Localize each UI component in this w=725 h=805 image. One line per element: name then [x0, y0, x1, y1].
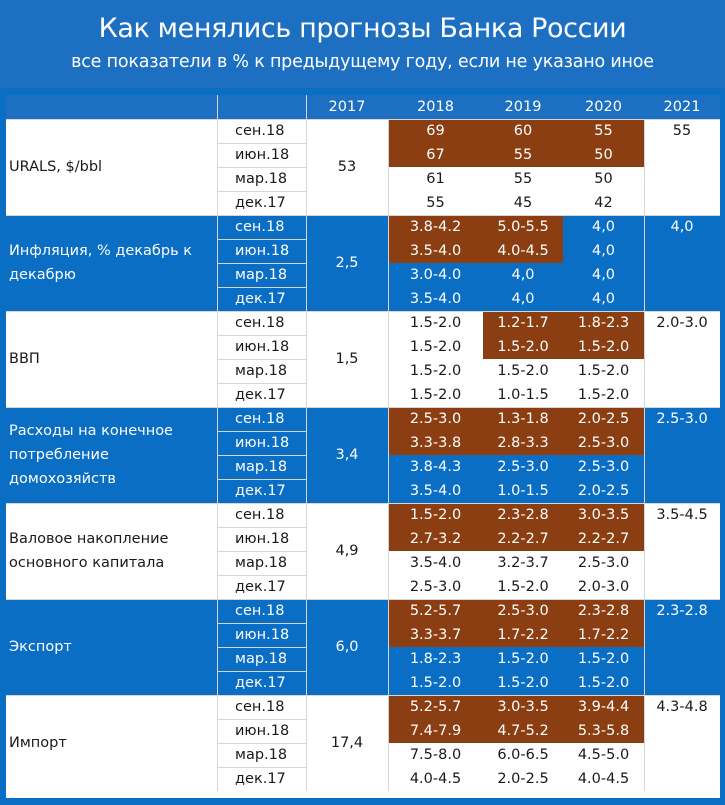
- gridline: [306, 119, 307, 215]
- value-2017: 2,5: [306, 215, 388, 311]
- forecast-value-2019: 4.7-5.2: [483, 719, 563, 743]
- forecast-value-2019: 1.7-2.2: [483, 623, 563, 647]
- forecast-value-2021: [644, 575, 720, 599]
- indicator-name: Расходы на конечное потребление домохозяйств: [6, 407, 217, 503]
- forecast-value-2019: 5.0-5.5: [483, 215, 563, 239]
- forecast-value-2020: 4,0: [563, 263, 644, 287]
- forecast-value-2020: 2.0-2.5: [563, 479, 644, 503]
- forecast-value-2019: 2.8-3.3: [483, 431, 563, 455]
- gridline: [217, 239, 306, 240]
- forecast-date: сен.18: [217, 215, 306, 239]
- forecast-value-2018: 1.8-2.3: [388, 647, 483, 671]
- forecast-value-2019: 1.2-1.7: [483, 311, 563, 335]
- forecast-value-2021: 4,0: [644, 215, 720, 239]
- forecast-value-2019: 1.5-2.0: [483, 647, 563, 671]
- forecast-date: мар.18: [217, 743, 306, 767]
- forecast-value-2021: [644, 479, 720, 503]
- title-block: [0, 0, 725, 88]
- gridline: [306, 215, 307, 311]
- gridline: [306, 311, 307, 407]
- value-2017: 6,0: [306, 599, 388, 695]
- forecast-date: мар.18: [217, 455, 306, 479]
- forecast-date: дек.17: [217, 383, 306, 407]
- forecast-date: мар.18: [217, 263, 306, 287]
- forecast-value-2018: 2.7-3.2: [388, 527, 483, 551]
- forecast-value-2019: 1.0-1.5: [483, 479, 563, 503]
- forecast-value-2020: 2.2-2.7: [563, 527, 644, 551]
- forecast-value-2021: 55: [644, 119, 720, 143]
- forecast-value-2020: 50: [563, 167, 644, 191]
- gridline: [217, 383, 306, 384]
- page-title: Как менялись прогнозы Банка России: [98, 13, 627, 44]
- column-header-2021: 2021: [663, 99, 701, 115]
- forecast-value-2019: 55: [483, 143, 563, 167]
- gridline: [217, 215, 218, 311]
- value-2017: 1,5: [306, 311, 388, 407]
- forecast-value-2021: [644, 671, 720, 695]
- forecast-value-2018: 2.5-3.0: [388, 407, 483, 431]
- forecast-value-2021: 3.5-4.5: [644, 503, 720, 527]
- column-header-2020: 2020: [585, 99, 622, 115]
- forecast-date: сен.18: [217, 311, 306, 335]
- indicator-name: URALS, $/bbl: [6, 119, 217, 215]
- gridline: [6, 503, 720, 504]
- gridline: [217, 743, 306, 744]
- gridline: [388, 215, 389, 311]
- forecast-value-2021: [644, 263, 720, 287]
- gridline: [388, 695, 389, 791]
- value-2017: 17,4: [306, 695, 388, 791]
- forecast-date: дек.17: [217, 479, 306, 503]
- gridline: [217, 479, 306, 480]
- column-header-2017: 2017: [328, 99, 366, 115]
- forecast-date: июн.18: [217, 623, 306, 647]
- gridline: [388, 599, 389, 695]
- forecast-value-2019: 4,0: [483, 287, 563, 311]
- forecast-value-2018: 3.8-4.3: [388, 455, 483, 479]
- gridline: [217, 95, 218, 119]
- forecast-date: сен.18: [217, 119, 306, 143]
- indicator-name: Инфляция, % декабрь к декабрю: [6, 215, 217, 311]
- forecast-value-2019: 2.0-2.5: [483, 767, 563, 791]
- forecast-value-2020: 1.8-2.3: [563, 311, 644, 335]
- forecast-date: июн.18: [217, 239, 306, 263]
- gridline: [217, 191, 306, 192]
- page-subtitle: все показатели в % к предыдущему году, если не указано иное: [71, 52, 654, 72]
- forecast-value-2019: 45: [483, 191, 563, 215]
- gridline: [644, 215, 645, 311]
- forecast-date: дек.17: [217, 287, 306, 311]
- forecast-value-2021: 2.5-3.0: [644, 407, 720, 431]
- forecast-value-2018: 1.5-2.0: [388, 311, 483, 335]
- gridline: [6, 215, 720, 216]
- forecast-value-2020: 1.5-2.0: [563, 647, 644, 671]
- gridline: [217, 527, 306, 528]
- gridline: [306, 695, 307, 791]
- forecast-date: сен.18: [217, 599, 306, 623]
- forecast-value-2019: 2.5-3.0: [483, 599, 563, 623]
- gridline: [644, 503, 645, 599]
- forecast-value-2020: 5.3-5.8: [563, 719, 644, 743]
- forecast-value-2019: 2.5-3.0: [483, 455, 563, 479]
- forecast-value-2018: 61: [388, 167, 483, 191]
- forecast-value-2019: 2.2-2.7: [483, 527, 563, 551]
- gridline: [217, 695, 218, 791]
- forecast-date: дек.17: [217, 191, 306, 215]
- gridline: [644, 407, 645, 503]
- forecast-value-2018: 3.3-3.7: [388, 623, 483, 647]
- gridline: [306, 95, 307, 119]
- gridline: [217, 671, 306, 672]
- forecast-value-2020: 1.5-2.0: [563, 383, 644, 407]
- forecast-value-2018: 1.5-2.0: [388, 359, 483, 383]
- forecast-value-2021: 2.0-3.0: [644, 311, 720, 335]
- forecast-value-2018: 4.0-4.5: [388, 767, 483, 791]
- gridline: [217, 335, 306, 336]
- gridline: [6, 407, 720, 408]
- gridline: [217, 359, 306, 360]
- forecast-value-2021: [644, 455, 720, 479]
- forecast-value-2018: 1.5-2.0: [388, 383, 483, 407]
- forecast-value-2020: 4.5-5.0: [563, 743, 644, 767]
- forecast-value-2018: 55: [388, 191, 483, 215]
- forecast-date: мар.18: [217, 167, 306, 191]
- forecast-value-2020: 4.0-4.5: [563, 767, 644, 791]
- forecast-value-2019: 4.0-4.5: [483, 239, 563, 263]
- forecast-value-2021: [644, 359, 720, 383]
- forecast-date: июн.18: [217, 335, 306, 359]
- forecast-value-2020: 42: [563, 191, 644, 215]
- gridline: [217, 767, 306, 768]
- gridline: [217, 431, 306, 432]
- forecast-value-2020: 2.5-3.0: [563, 455, 644, 479]
- forecast-value-2019: 1.5-2.0: [483, 335, 563, 359]
- forecast-value-2021: [644, 383, 720, 407]
- forecast-date: июн.18: [217, 527, 306, 551]
- gridline: [6, 119, 720, 120]
- forecast-value-2019: 1.5-2.0: [483, 575, 563, 599]
- forecast-date: дек.17: [217, 575, 306, 599]
- forecast-value-2018: 3.5-4.0: [388, 551, 483, 575]
- forecast-value-2019: 2.3-2.8: [483, 503, 563, 527]
- forecast-value-2018: 5.2-5.7: [388, 695, 483, 719]
- forecast-value-2020: 2.5-3.0: [563, 431, 644, 455]
- forecast-value-2021: [644, 287, 720, 311]
- forecast-value-2021: [644, 719, 720, 743]
- forecast-value-2019: 1.5-2.0: [483, 671, 563, 695]
- gridline: [388, 407, 389, 503]
- gridline: [644, 311, 645, 407]
- forecast-date: мар.18: [217, 359, 306, 383]
- gridline: [6, 695, 720, 696]
- forecast-date: июн.18: [217, 143, 306, 167]
- forecast-value-2021: [644, 167, 720, 191]
- column-header-2018: 2018: [417, 99, 454, 115]
- forecast-value-2018: 3.8-4.2: [388, 215, 483, 239]
- forecast-value-2019: 1.5-2.0: [483, 359, 563, 383]
- gridline: [644, 599, 645, 695]
- gridline: [217, 167, 306, 168]
- forecast-value-2018: 3.5-4.0: [388, 479, 483, 503]
- forecast-value-2020: 4,0: [563, 239, 644, 263]
- forecast-value-2020: 3.0-3.5: [563, 503, 644, 527]
- forecast-value-2021: [644, 191, 720, 215]
- forecast-table: [6, 95, 720, 798]
- forecast-value-2018: 1.5-2.0: [388, 503, 483, 527]
- gridline: [388, 311, 389, 407]
- forecast-value-2019: 4,0: [483, 263, 563, 287]
- gridline: [644, 695, 645, 791]
- forecast-value-2020: 55: [563, 119, 644, 143]
- forecast-value-2018: 69: [388, 119, 483, 143]
- forecast-value-2018: 67: [388, 143, 483, 167]
- forecast-value-2021: 2.3-2.8: [644, 599, 720, 623]
- gridline: [388, 503, 389, 599]
- forecast-value-2018: 1.5-2.0: [388, 671, 483, 695]
- gridline: [217, 263, 306, 264]
- forecast-value-2020: 1.5-2.0: [563, 671, 644, 695]
- forecast-value-2020: 1.5-2.0: [563, 359, 644, 383]
- forecast-value-2018: 3.5-4.0: [388, 239, 483, 263]
- gridline: [6, 599, 720, 600]
- forecast-value-2019: 1.3-1.8: [483, 407, 563, 431]
- gridline: [217, 647, 306, 648]
- gridline: [217, 311, 218, 407]
- forecast-value-2020: 2.0-3.0: [563, 575, 644, 599]
- forecast-value-2018: 3.3-3.8: [388, 431, 483, 455]
- forecast-value-2020: 1.5-2.0: [563, 335, 644, 359]
- gridline: [217, 143, 306, 144]
- forecast-value-2021: [644, 431, 720, 455]
- forecast-date: сен.18: [217, 503, 306, 527]
- gridline: [217, 503, 218, 599]
- forecast-value-2020: 50: [563, 143, 644, 167]
- gridline: [217, 119, 218, 215]
- gridline: [306, 599, 307, 695]
- forecast-value-2020: 3.9-4.4: [563, 695, 644, 719]
- forecast-value-2021: [644, 335, 720, 359]
- gridline: [217, 407, 218, 503]
- forecast-value-2021: [644, 551, 720, 575]
- forecast-value-2021: [644, 647, 720, 671]
- indicator-name: Валовое накопление основного капитала: [6, 503, 217, 599]
- gridline: [217, 455, 306, 456]
- forecast-value-2021: [644, 239, 720, 263]
- gridline: [217, 599, 218, 695]
- gridline: [388, 119, 389, 215]
- forecast-date: дек.17: [217, 671, 306, 695]
- forecast-value-2018: 2.5-3.0: [388, 575, 483, 599]
- forecast-value-2018: 7.4-7.9: [388, 719, 483, 743]
- forecast-date: июн.18: [217, 431, 306, 455]
- forecast-value-2021: [644, 767, 720, 791]
- gridline: [217, 287, 306, 288]
- forecast-value-2020: 2.0-2.5: [563, 407, 644, 431]
- value-2017: 3,4: [306, 407, 388, 503]
- forecast-value-2019: 3.0-3.5: [483, 695, 563, 719]
- forecast-value-2021: 4.3-4.8: [644, 695, 720, 719]
- forecast-value-2020: 4,0: [563, 287, 644, 311]
- indicator-name: ВВП: [6, 311, 217, 407]
- forecast-value-2020: 4,0: [563, 215, 644, 239]
- forecast-date: мар.18: [217, 647, 306, 671]
- forecast-value-2020: 1.7-2.2: [563, 623, 644, 647]
- forecast-date: июн.18: [217, 719, 306, 743]
- indicator-name: Экспорт: [6, 599, 217, 695]
- gridline: [217, 575, 306, 576]
- gridline: [217, 719, 306, 720]
- forecast-value-2019: 6.0-6.5: [483, 743, 563, 767]
- gridline: [6, 311, 720, 312]
- gridline: [306, 407, 307, 503]
- forecast-value-2020: 2.5-3.0: [563, 551, 644, 575]
- forecast-value-2021: [644, 623, 720, 647]
- forecast-value-2018: 5.2-5.7: [388, 599, 483, 623]
- indicator-name: Импорт: [6, 695, 217, 791]
- forecast-date: сен.18: [217, 407, 306, 431]
- forecast-value-2019: 3.2-3.7: [483, 551, 563, 575]
- forecast-value-2018: 7.5-8.0: [388, 743, 483, 767]
- forecast-value-2021: [644, 143, 720, 167]
- forecast-value-2020: 2.3-2.8: [563, 599, 644, 623]
- forecast-date: мар.18: [217, 551, 306, 575]
- column-header-2019: 2019: [504, 99, 542, 115]
- gridline: [644, 119, 645, 215]
- forecast-value-2018: 1.5-2.0: [388, 335, 483, 359]
- gridline: [217, 623, 306, 624]
- forecast-value-2019: 55: [483, 167, 563, 191]
- value-2017: 53: [306, 119, 388, 215]
- value-2017: 4,9: [306, 503, 388, 599]
- forecast-date: дек.17: [217, 767, 306, 791]
- forecast-value-2018: 3.5-4.0: [388, 287, 483, 311]
- gridline: [306, 503, 307, 599]
- forecast-value-2019: 1.0-1.5: [483, 383, 563, 407]
- forecast-value-2021: [644, 527, 720, 551]
- forecast-date: сен.18: [217, 695, 306, 719]
- forecast-value-2021: [644, 743, 720, 767]
- gridline: [217, 551, 306, 552]
- forecast-value-2019: 60: [483, 119, 563, 143]
- forecast-value-2018: 3.0-4.0: [388, 263, 483, 287]
